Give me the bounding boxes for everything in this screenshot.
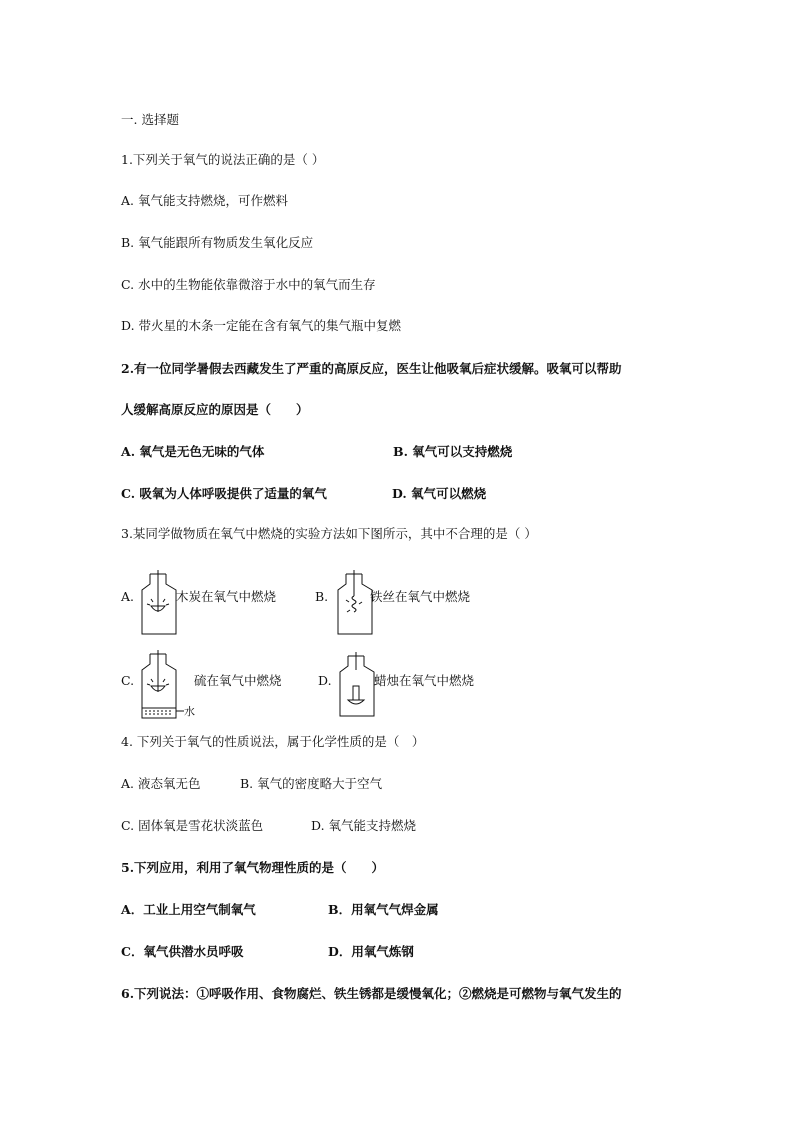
q3-option-d-caption: 蜡烛在氧气中燃烧 [374, 673, 475, 688]
q3-option-d-letter: D. [318, 673, 332, 688]
q5-option-b: B．用氧气气焊金属 [328, 902, 439, 917]
section-title: 一. 选择题 [121, 112, 179, 127]
q1-option-b: B. 氧气能跟所有物质发生氧化反应 [121, 235, 314, 250]
q4-option-c: C. 固体氧是雪花状淡蓝色 [121, 818, 264, 833]
q3-option-b-caption: 铁丝在氧气中燃烧 [370, 589, 471, 604]
q2-option-b: B. 氧气可以支持燃烧 [393, 444, 513, 459]
q3-option-c-caption: 硫在氧气中燃烧 [194, 673, 282, 688]
q1-stem: 1.下列关于氧气的说法正确的是（ ） [121, 152, 325, 167]
q3-option-a-caption: 木炭在氧气中燃烧 [176, 589, 277, 604]
q4-stem: 4. 下列关于氧气的性质说法，属于化学性质的是（ ） [121, 734, 425, 749]
q1-option-a: A. 氧气能支持燃烧，可作燃料 [121, 193, 288, 208]
q6-stem: 6.下列说法：①呼吸作用、食物腐烂、铁生锈都是缓慢氧化；②燃烧是可燃物与氧气发生的 [121, 986, 622, 1001]
q3-stem: 3.某同学做物质在氧气中燃烧的实验方法如下图所示，其中不合理的是（ ） [121, 526, 537, 541]
q1-option-d: D. 带火星的木条一定能在含有氧气的集气瓶中复燃 [121, 318, 402, 333]
q5-option-c: C．氧气供潜水员呼吸 [121, 944, 244, 959]
q3-option-b-letter: B. [315, 589, 329, 604]
q4-option-b: B. 氧气的密度略大于空气 [240, 776, 383, 791]
q5-option-a: A．工业上用空气制氧气 [121, 902, 256, 917]
q4-option-a: A. 液态氧无色 [121, 776, 201, 791]
q2-option-c: C. 吸氧为人体呼吸提供了适量的氧气 [121, 486, 327, 501]
q2-stem-line2: 人缓解高原反应的原因是（ ） [121, 402, 309, 417]
q2-option-a: A. 氧气是无色无味的气体 [121, 444, 265, 459]
q2-stem-line1: 2.有一位同学暑假去西藏发生了严重的高原反应，医生让他吸氧后症状缓解。吸氧可以帮助 [121, 361, 622, 376]
q3-option-c-letter: C. [121, 673, 135, 688]
q5-option-d: D．用氧气炼钢 [328, 944, 414, 959]
q1-option-c: C. 水中的生物能依靠微溶于水中的氧气而生存 [121, 277, 376, 292]
q3-option-a-letter: A. [121, 589, 135, 604]
candle-flame [354, 676, 358, 686]
q4-option-d: D. 氧气能支持燃烧 [311, 818, 417, 833]
q2-option-d: D. 氧气可以燃烧 [392, 486, 487, 501]
q3-water-label: 水 [184, 705, 195, 718]
q5-stem: 5.下列应用，利用了氧气物理性质的是（ ） [121, 860, 385, 875]
